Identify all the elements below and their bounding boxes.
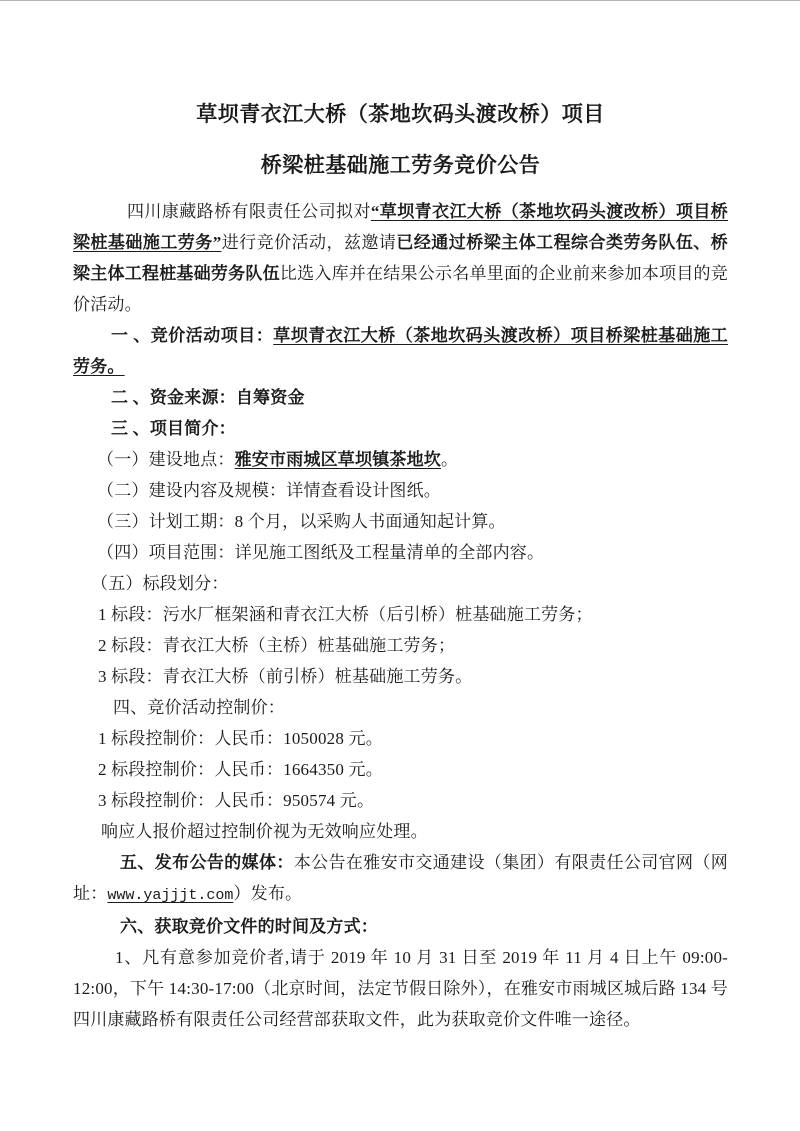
section-3-item-lot-division: （五）标段划分：	[91, 574, 229, 593]
section-3-heading	[73, 413, 728, 444]
control-price-2: 2 标段控制价：人民币：1664350 元。	[98, 760, 383, 779]
location-label: （一）建设地点：	[97, 450, 235, 469]
section-3-item-scope: （四）项目范围：详见施工图纸及工程量清单的全部内容。	[97, 543, 545, 562]
section-3-heading-text: 三 、项目简介：	[111, 419, 236, 438]
control-price-1: 1 标段控制价：人民币：1050028 元。	[98, 729, 383, 748]
control-price-3: 3 标段控制价：人民币：950574 元。	[98, 791, 375, 810]
lot-3: 3 标段：青衣江大桥（前引桥）桩基础施工劳务。	[98, 667, 473, 686]
section-2-text: 二 、资金来源：自筹资金	[111, 388, 305, 407]
intro-paragraph	[73, 196, 728, 320]
section-4-heading: 四、竞价活动控制价：	[113, 698, 285, 717]
intro-qualified-teams: 已经通过桥梁主体工程综合类劳务队伍、桥梁主体工程桩基础劳务队伍	[73, 233, 728, 283]
location-suffix: 。	[441, 450, 459, 469]
document-title-line2: 桥梁桩基础施工劳务竞价公告	[260, 153, 541, 177]
page-top-edge	[0, 0, 800, 1]
section-2-funding-source	[73, 382, 728, 413]
lot-2: 2 标段：青衣江大桥（主桥）桩基础施工劳务；	[98, 636, 456, 655]
section-5-text-1: 本公告在雅安市交通建设（集团）有限责任公司官网（网址：	[73, 853, 728, 903]
website-link[interactable]: www.yajjjt.com	[107, 887, 234, 904]
intro-project-name: “草坝青衣江大桥（茶地坎码头渡改桥）项目桥梁桩基础施工劳务”	[73, 202, 728, 252]
intro-text-3: 比选入库并在结果公示名单里面的企业前来参加本项目的竞价活动。	[73, 264, 728, 314]
section-5-label: 五、发布公告的媒体：	[120, 853, 294, 872]
lot-1: 1 标段：污水厂框架涵和青衣江大桥（后引桥）桩基础施工劳务；	[98, 605, 593, 624]
section-6-item-1: 1、凡有意参加竞价者,请于 2019 年 10 月 31 日至 2019 年 11 月 4 日上午 09:00-12:00，下午 14:30-17:00（北京时间，法定节假日除外），在雅安市雨城区城后路 134 号四川康藏路桥有限责任公司经营部获取文件，此为获取竞价文件唯一途径。	[73, 948, 728, 1029]
section-3-item-scale: （二）建设内容及规模：详情查看设计图纸。	[97, 481, 441, 500]
intro-text-2: 进行竞价活动，兹邀请	[221, 233, 397, 252]
section-3-item-location	[73, 444, 728, 475]
document-title-line1: 草坝青衣江大桥（茶地坎码头渡改桥）项目	[196, 102, 605, 126]
section-6-heading	[73, 911, 728, 942]
section-3-item-duration: （三）计划工期：8 个月，以采购人书面通知起计算。	[97, 512, 506, 531]
location-value: 雅安市雨城区草坝镇茶地坎	[234, 450, 442, 469]
section-1-project-name: 草坝青衣江大桥（茶地坎码头渡改桥）项目桥梁桩基础施工劳务。	[73, 326, 728, 376]
control-price-note: 响应人报价超过控制价视为无效响应处理。	[101, 822, 428, 841]
document-title	[73, 89, 728, 191]
section-5-media	[73, 847, 728, 911]
section-1-bidding-project	[73, 320, 728, 382]
section-1-label: 一 、竞价活动项目：	[111, 326, 274, 345]
intro-text-1: 四川康藏路桥有限责任公司拟对	[127, 202, 371, 221]
section-6-heading-text: 六、获取竞价文件的时间及方式：	[120, 917, 378, 936]
section-5-text-2: ）发布。	[233, 884, 303, 903]
